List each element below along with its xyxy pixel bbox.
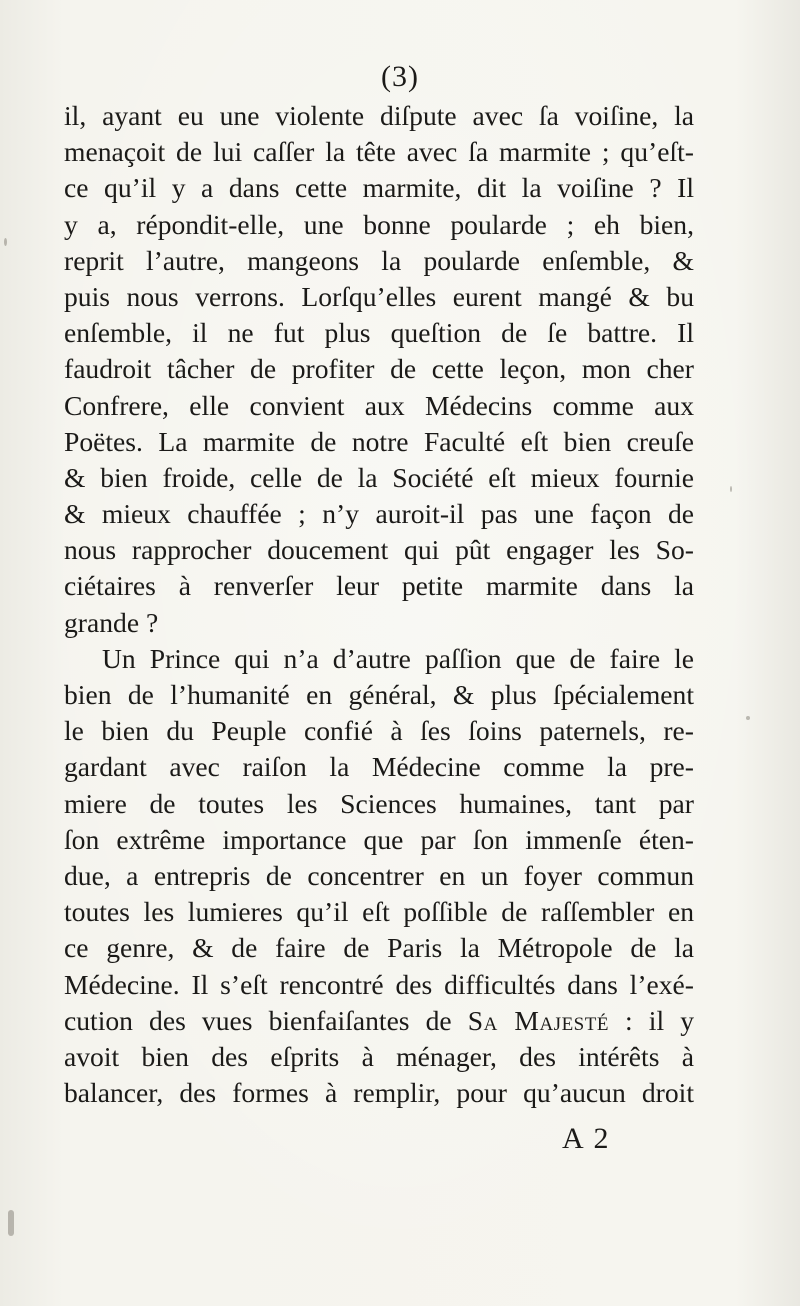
page-number: (3) xyxy=(381,60,419,93)
body-text xyxy=(64,98,694,1111)
text-line: puis nous verrons. Lorſqu’elles eurent mangé & bu xyxy=(64,280,694,312)
paper-speck xyxy=(730,486,732,492)
text-line: due, a entrepris de concentrer en un foyer commun xyxy=(64,859,694,891)
text-line: y a, répondit-elle, une bonne poularde ; eh bien, xyxy=(64,208,694,240)
text-line: toutes les lumieres qu’il eſt poſſible de raſſembler en xyxy=(64,896,694,928)
sa-majeste-small-caps: Sa Majesté xyxy=(467,1004,609,1036)
text-line-with-small-caps xyxy=(64,1003,694,1039)
text-line: menaçoit de lui caſſer la tête avec ſa marmite ; qu’eſt- xyxy=(64,136,694,168)
text-line: bien de l’humanité en général, & plus ſpécialement xyxy=(64,679,694,710)
text-line: avoit bien des eſprits à ménager, des intérêts à xyxy=(64,1040,694,1072)
text-line: balancer, des formes à remplir, pour qu’aucun droit xyxy=(64,1077,694,1109)
text-line: reprit l’autre, mangeons la poularde enſemble, & xyxy=(64,244,694,276)
text-line: faudroit tâcher de profiter de cette leçon, mon cher xyxy=(64,353,694,385)
text-line: nous rapprocher doucement qui pût engager les So- xyxy=(64,534,694,566)
text-line: Médecine. Il s’eſt rencontré des difficultés dans l’exé- xyxy=(64,968,694,1000)
text-line: ce genre, & de faire de Paris la Métropole de la xyxy=(64,932,694,964)
text-line: & bien froide, celle de la Société eſt mieux fournie xyxy=(64,461,694,493)
paper-speck xyxy=(746,716,750,720)
text-line: le bien du Peuple confié à ſes ſoins paternels, re- xyxy=(64,715,694,747)
text-line: ciétaires à renverſer leur petite marmite dans la xyxy=(64,570,694,602)
text-line: ſon extrême importance que par ſon immenſe éten- xyxy=(64,823,694,855)
text-line: gardant avec raiſon la Médecine comme la pre- xyxy=(64,751,694,783)
text-line: & mieux chauffée ; n’y auroit-il pas une façon de xyxy=(64,498,694,530)
text-fragment: cution des vues bienfaiſantes de xyxy=(64,1004,468,1036)
text-fragment: : il y xyxy=(608,1004,694,1036)
paper-speck xyxy=(8,1210,14,1236)
text-line: grande ? xyxy=(64,606,159,638)
text-line: il, ayant eu une violente diſpute avec ſa voiſine, la xyxy=(64,100,694,131)
text-line: Confrere, elle convient aux Médecins comme aux xyxy=(64,389,694,421)
text-line: Poëtes. La marmite de notre Faculté eſt bien creuſe xyxy=(64,425,694,457)
text-line: Un Prince qui n’a d’autre paſſion que de faire le xyxy=(102,642,694,674)
paper-speck xyxy=(4,238,7,246)
text-line: miere de toutes les Sciences humaines, tant par xyxy=(64,787,694,819)
text-line: ce qu’il y a dans cette marmite, dit la voiſine ? Il xyxy=(64,172,694,204)
signature-mark: A 2 xyxy=(562,1122,611,1155)
text-line: enſemble, il ne fut plus queſtion de ſe battre. Il xyxy=(64,317,694,349)
